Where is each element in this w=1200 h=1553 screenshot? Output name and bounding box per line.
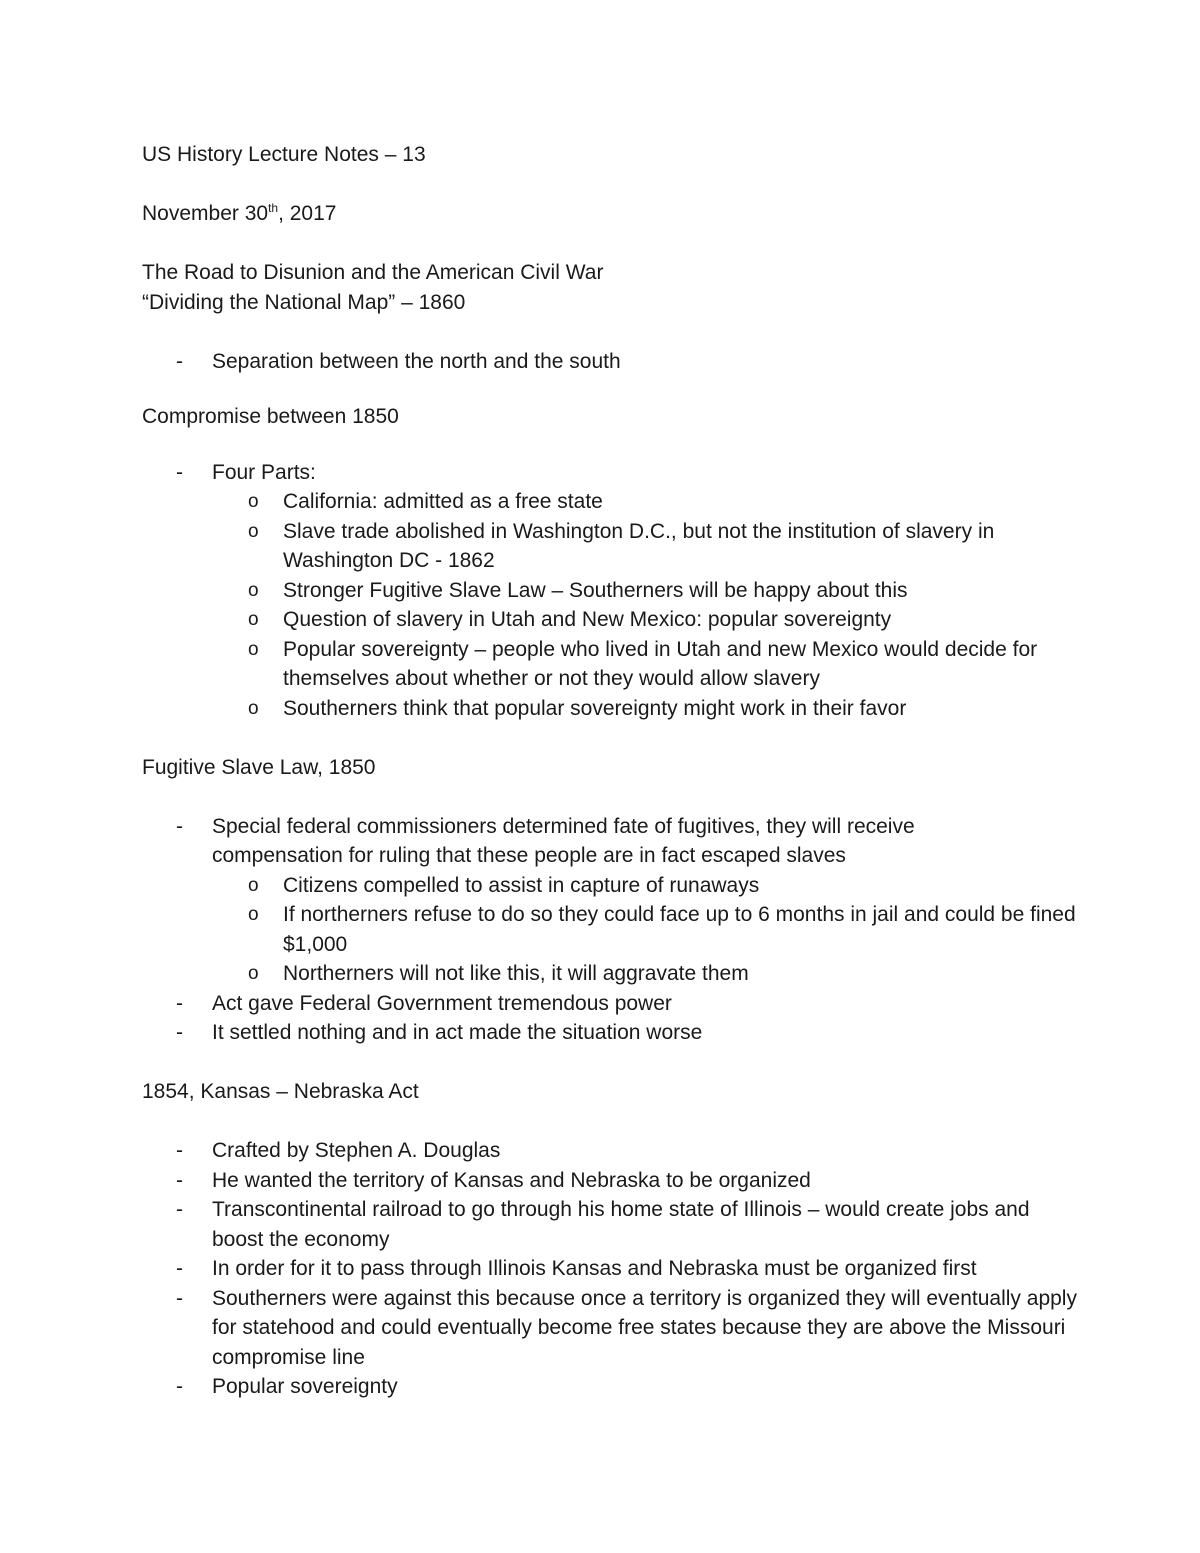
sub-list-item <box>142 517 1082 576</box>
list-item-text: Four Parts: <box>212 460 316 484</box>
sub-list-item <box>142 635 1082 694</box>
section-heading-fugitive-slave-law: Fugitive Slave Law, 1850 <box>142 755 376 779</box>
dash-bullet-icon: - <box>176 1375 183 1398</box>
dash-bullet-icon: - <box>176 349 183 373</box>
list-item <box>142 1284 1082 1373</box>
circle-bullet-icon: o <box>248 904 259 925</box>
list-item <box>142 1018 1082 1048</box>
list-item-text: Act gave Federal Government tremendous power <box>212 991 672 1015</box>
list-item-text: Special federal commissioners determined fate of fugitives, they will receive compensation for ruling that these people are in fact escaped slaves <box>212 814 915 867</box>
sub-list-item-text: Slave trade abolished in Washington D.C., but not the institution of slavery in Washington DC - 1862 <box>283 519 995 572</box>
sub-list-item <box>142 605 1082 635</box>
list-item <box>142 1254 1082 1284</box>
dash-bullet-icon: - <box>176 1168 183 1192</box>
sub-list-item <box>142 871 1082 901</box>
list-item-text: Crafted by Stephen A. Douglas <box>212 1139 501 1162</box>
spacer <box>142 1107 1082 1137</box>
sub-list-item-text: Stronger Fugitive Slave Law – Southerners will be happy about this <box>283 578 908 602</box>
list-item-text: It settled nothing and in act made the situation worse <box>212 1021 703 1044</box>
spacer <box>142 1048 1082 1078</box>
sub-list-item-text: Southerners think that popular sovereignty might work in their favor <box>283 696 907 720</box>
sub-list-item-text: Popular sovereignty – people who lived in Utah and new Mexico would decide for themselves about whether or not they would allow slavery <box>283 637 1038 690</box>
list-item <box>142 1372 1082 1402</box>
date-suffix: , 2017 <box>278 202 337 225</box>
spacer <box>142 170 1082 200</box>
section-heading-compromise: Compromise between 1850 <box>142 405 399 428</box>
dash-bullet-icon: - <box>176 1257 183 1280</box>
dash-bullet-icon: - <box>176 1139 183 1162</box>
list-item <box>142 812 972 871</box>
list-item-text: Southerners were against this because once a territory is organized they will eventually apply for statehood and could eventually become free states because they are above the Missouri compromise line <box>212 1286 1077 1369</box>
spacer <box>142 376 1082 402</box>
document-date <box>142 199 1082 229</box>
document-title: US History Lecture Notes – 13 <box>142 143 426 166</box>
circle-bullet-icon: o <box>248 874 259 896</box>
list-item-text: He wanted the territory of Kansas and Nebraska to be organized <box>212 1168 811 1192</box>
document-page <box>142 140 1082 1402</box>
date-superscript: th <box>268 201 279 215</box>
list-item <box>142 1166 1082 1196</box>
circle-bullet-icon: o <box>248 579 259 601</box>
list-item <box>142 1195 1082 1254</box>
list-item-text: Popular sovereignty <box>212 1375 398 1398</box>
list-item-text: In order for it to pass through Illinois Kansas and Nebraska must be organized first <box>212 1257 977 1280</box>
date-prefix: November 30 <box>142 202 269 225</box>
dash-bullet-icon: - <box>176 460 183 484</box>
dash-bullet-icon: - <box>176 1198 183 1221</box>
dash-bullet-icon: - <box>176 1021 183 1044</box>
circle-bullet-icon: o <box>248 609 259 630</box>
sub-list-item-text: California: admitted as a free state <box>283 490 603 513</box>
sub-list-item <box>142 694 1082 724</box>
spacer <box>142 782 1082 812</box>
circle-bullet-icon: o <box>248 963 259 984</box>
sub-list-item-text: Question of slavery in Utah and New Mexico: popular sovereignty <box>283 608 892 631</box>
section-heading-kansas-nebraska: 1854, Kansas – Nebraska Act <box>142 1080 419 1103</box>
list-item-text: Transcontinental railroad to go through his home state of Illinois – would create jobs and boost the economy <box>212 1198 1030 1251</box>
sub-list-item <box>142 900 1082 959</box>
sub-list-item <box>142 576 1082 606</box>
dash-bullet-icon: - <box>176 991 183 1015</box>
circle-bullet-icon: o <box>248 520 259 542</box>
sub-list-item <box>142 959 1082 989</box>
sub-list-item-text: Citizens compelled to assist in capture of runaways <box>283 873 760 897</box>
list-item <box>142 347 1082 377</box>
circle-bullet-icon: o <box>248 697 259 719</box>
topic-line-1: The Road to Disunion and the American Civil War <box>142 261 604 284</box>
sub-list-item-text: Northerners will not like this, it will aggravate them <box>283 962 749 985</box>
list-item <box>142 458 1082 488</box>
spacer <box>142 229 1082 259</box>
spacer <box>142 432 1082 458</box>
circle-bullet-icon: o <box>248 638 259 660</box>
sub-list-item <box>142 487 1082 517</box>
list-item <box>142 1136 1082 1166</box>
list-item-text: Separation between the north and the south <box>212 349 621 373</box>
spacer <box>142 317 1082 347</box>
dash-bullet-icon: - <box>176 814 183 838</box>
list-item <box>142 989 1082 1019</box>
dash-bullet-icon: - <box>176 1286 183 1310</box>
circle-bullet-icon: o <box>248 491 259 512</box>
sub-list-item-text: If northerners refuse to do so they could face up to 6 months in jail and could be fined $1,000 <box>283 903 1076 956</box>
topic-line-2: “Dividing the National Map” – 1860 <box>142 290 466 314</box>
spacer <box>142 723 1082 753</box>
